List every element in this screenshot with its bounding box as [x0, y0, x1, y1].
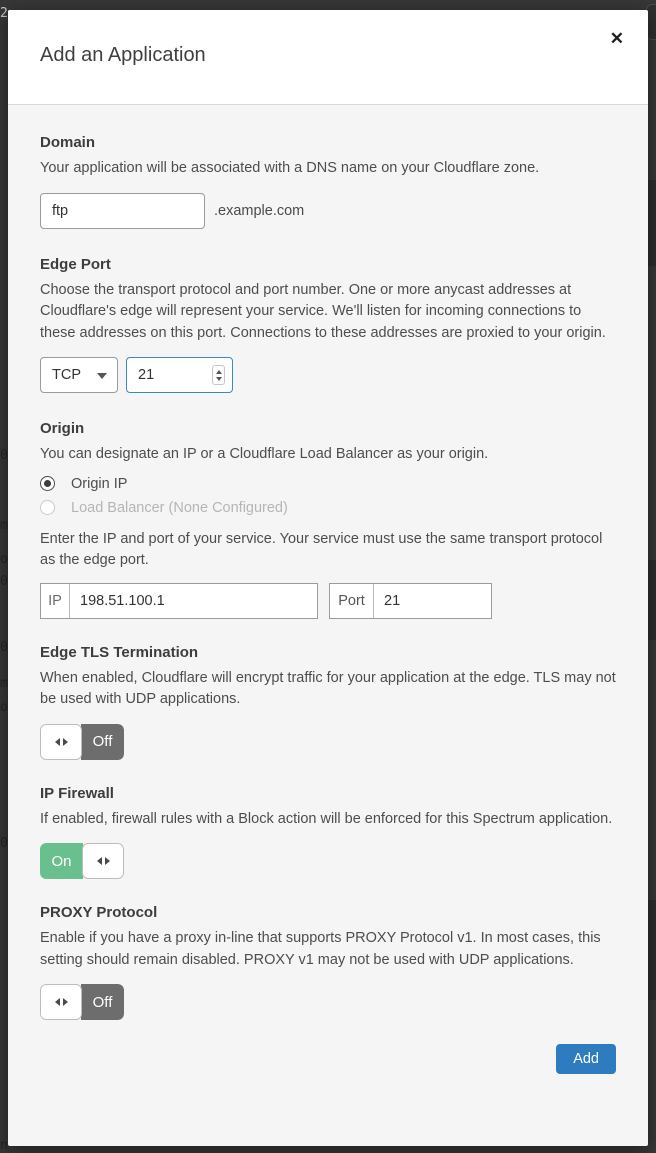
proxy-protocol-section [40, 903, 616, 1020]
close-icon[interactable]: ✕ [606, 26, 628, 51]
radio-load-balancer [40, 496, 616, 520]
toggle-handle [40, 984, 82, 1020]
protocol-select-value: TCP [52, 367, 81, 383]
radio-origin-ip-label: Origin IP [71, 475, 128, 492]
ip-firewall-toggle[interactable] [40, 843, 124, 879]
domain-suffix: .example.com [214, 202, 305, 219]
add-application-modal [8, 10, 648, 1146]
proxy-protocol-label: PROXY Protocol [40, 904, 158, 921]
background-glyph: 2 [0, 6, 8, 21]
toggle-handle [82, 843, 124, 879]
proxy-protocol-description: Enable if you have a proxy in-line that supports PROXY Protocol v1. In most cases, this setting should remain disabled. PROXY v1 may not be used with UDP applications. [40, 930, 601, 968]
ip-firewall-label: IP Firewall [40, 784, 114, 802]
modal-header [8, 10, 648, 105]
edge-tls-label: Edge TLS Termination [40, 643, 199, 661]
background-content-blob [647, 180, 656, 266]
radio-origin-ip[interactable] [40, 472, 616, 496]
radio-load-balancer-label: Load Balancer (None Configured) [71, 499, 288, 516]
toggle-arrow-left-icon [55, 738, 60, 746]
ip-prefix-label: IP [41, 584, 70, 618]
background-glyph: 0 [0, 448, 8, 463]
radio-selected-icon [40, 476, 55, 491]
origin-ip-group [40, 583, 318, 619]
ip-firewall-toggle-state: On [40, 843, 83, 879]
port-prefix-label: Port [330, 584, 374, 618]
toggle-arrow-left-icon [55, 998, 60, 1006]
background-glyph: 0 [0, 836, 8, 851]
ip-firewall-description: If enabled, firewall rules with a Block action will be enforced for this Spectrum application. [40, 810, 613, 827]
edge-tls-section [40, 643, 616, 760]
ip-firewall-section [40, 784, 616, 880]
stepper-down-icon [216, 377, 222, 381]
toggle-arrow-right-icon [105, 857, 110, 865]
proxy-protocol-toggle[interactable] [40, 984, 124, 1020]
modal-body [8, 105, 648, 1074]
edge-tls-description: When enabled, Cloudflare will encrypt traffic for your application at the edge. TLS may not be used with UDP applications. [40, 669, 616, 707]
background-glyph: n [0, 1138, 8, 1153]
origin-ip-input[interactable] [70, 584, 317, 618]
edge-tls-toggle-state: Off [81, 724, 124, 760]
background-glyph: m [0, 518, 8, 533]
toggle-arrow-left-icon [97, 857, 102, 865]
toggle-arrow-right-icon [63, 998, 68, 1006]
toggle-handle [40, 724, 82, 760]
origin-description: You can designate an IP or a Cloudflare Load Balancer as your origin. [40, 446, 489, 462]
radio-unselected-icon [40, 500, 55, 515]
background-content-blob [647, 560, 656, 640]
domain-section [40, 133, 616, 229]
edge-port-description: Choose the transport protocol and port number. One or more anycast addresses at Cloudflare's edge will represent your service. We'll listen for incoming connections to these addresses on this port. Connections to these addresses are proxied to your origin. [40, 281, 606, 341]
edge-port-label: Edge Port [40, 255, 111, 273]
background-content-blob [647, 900, 656, 1000]
number-stepper[interactable] [212, 365, 225, 385]
background-glyph: 0 [0, 640, 8, 655]
origin-ip-description: Enter the IP and port of your service. Your service must use the same transport protocol as the edge port. [40, 530, 603, 568]
origin-section [40, 419, 616, 619]
background-glyph: 0 [0, 574, 8, 589]
modal-title: Add an Application [40, 44, 206, 66]
stepper-up-icon [216, 370, 222, 374]
edge-tls-toggle[interactable] [40, 724, 124, 760]
background-glyph: o [0, 700, 8, 715]
origin-port-input[interactable] [374, 584, 491, 618]
origin-label: Origin [40, 420, 85, 437]
chevron-down-icon [97, 373, 107, 379]
domain-label: Domain [40, 134, 96, 151]
domain-description: Your application will be associated with a DNS name on your Cloudflare zone. [40, 160, 540, 176]
modal-footer [40, 1044, 616, 1074]
protocol-select[interactable] [40, 357, 118, 393]
background-glyph: o [0, 552, 8, 567]
proxy-protocol-toggle-state: Off [81, 984, 124, 1020]
origin-port-group [329, 583, 492, 619]
toggle-arrow-right-icon [63, 738, 68, 746]
domain-input[interactable] [40, 193, 205, 229]
edge-port-section [40, 255, 616, 394]
background-glyph: m [0, 676, 8, 691]
add-button[interactable]: Add [556, 1044, 616, 1074]
